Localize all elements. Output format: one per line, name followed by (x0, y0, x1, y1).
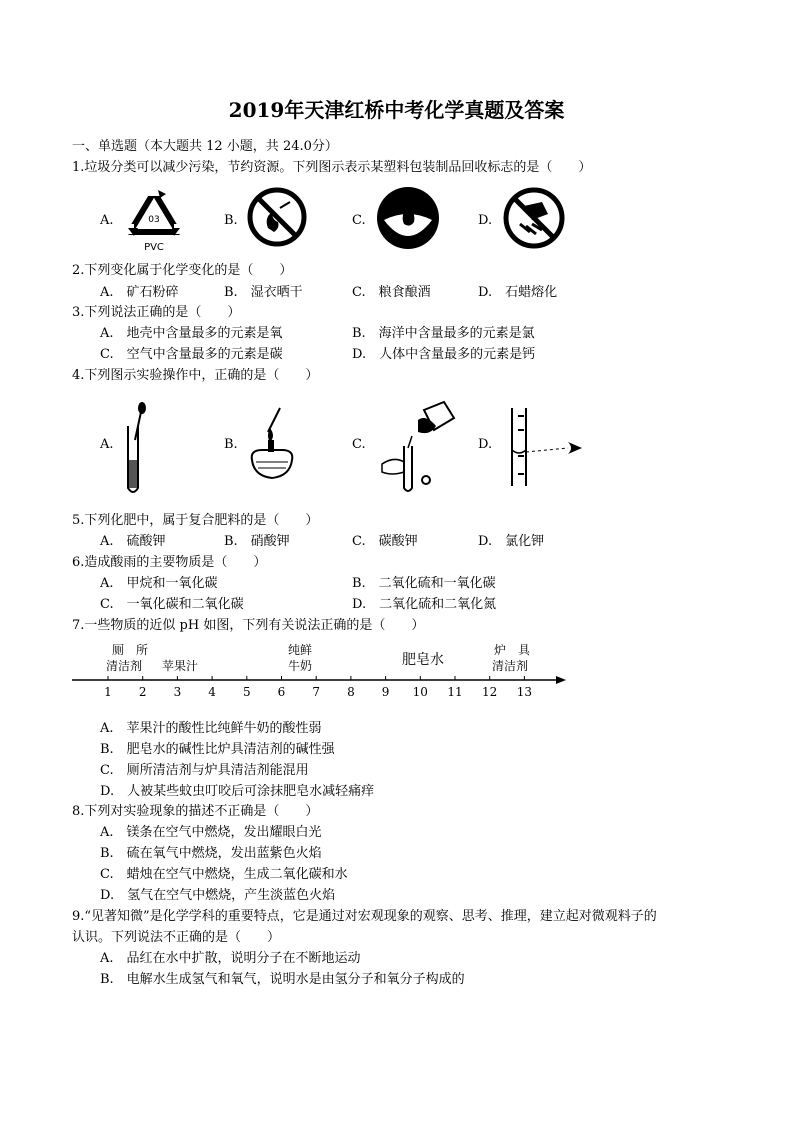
question-5-stem: 5.下列化肥中，属于复合肥料的是（ ） (72, 513, 319, 528)
q9-option-a: A. 品红在水中扩散，说明分子在不断地运动 (100, 951, 361, 966)
q5-option-d: D. 氯化钾 (478, 534, 545, 549)
ph-tick-label: 9 (381, 685, 390, 699)
section-heading: 一、单选题（本大题共 12 小题，共 24.0分） (72, 139, 338, 154)
q8-option-c: C. 蜡烛在空气中燃烧，生成二氧化碳和水 (100, 867, 348, 882)
ph-label-toilet-cleaner-1: 厕 所 (112, 643, 149, 657)
q4-option-b-label: B. (224, 437, 238, 452)
ph-tick-label: 3 (173, 685, 182, 699)
ph-label-milk-1: 纯鲜 (288, 643, 313, 657)
q1-option-b-label: B. (224, 213, 238, 228)
recycle-pvc-icon (118, 184, 190, 254)
q2-option-b: B. 湿衣晒干 (224, 285, 303, 300)
ph-label-stove-cleaner-1: 炉 具 (494, 643, 531, 657)
question-4-stem: 4.下列图示实验操作中，正确的是（ ） (72, 368, 319, 383)
ph-tick-label: 1 (104, 685, 112, 699)
question-9-stem-line1: 9.“见著知微”是化学学科的重要特点，它是通过对宏观现象的观察、思考、推理，建立起对微观料子的 (72, 909, 657, 924)
question-8-stem: 8.下列对实验现象的描述不正确是（ ） (72, 804, 319, 819)
question-9-stem-line2: 认识。下列说法不正确的是（ ） (72, 930, 281, 945)
ph-tick-label: 5 (242, 685, 251, 699)
ph-tick-label: 8 (347, 685, 355, 699)
question-2-stem: 2.下列变化属于化学变化的是（ ） (72, 263, 293, 278)
recycle-number: 03 (148, 215, 160, 225)
no-dumping-icon (502, 186, 566, 250)
q6-option-d: D. 二氧化硫和二氧化氮 (352, 597, 497, 612)
q1-option-d-label: D. (478, 213, 493, 228)
q3-option-a: A. 地壳中含量最多的元素是氧 (100, 326, 283, 341)
ph-label-milk-2: 牛奶 (288, 659, 313, 673)
q4-option-a-label: A. (100, 437, 114, 452)
ph-tick-label: 13 (516, 685, 533, 699)
question-1-stem: 1.垃圾分类可以减少污染，节约资源。下列图示表示某塑料包装制品回收标志的是（ ） (72, 160, 592, 175)
pouring-liquid-icon (374, 396, 464, 496)
question-3-stem: 3.下列说法正确的是（ ） (72, 305, 241, 320)
water-saving-icon (376, 186, 440, 250)
ph-label-soapy-water: 肥皂水 (402, 652, 444, 668)
q1-option-c-label: C. (352, 213, 366, 228)
q6-option-c: C. 一氧化碳和二氧化碳 (100, 597, 244, 612)
question-6-stem: 6.造成酸雨的主要物质是（ ） (72, 555, 267, 570)
q8-option-a: A. 镁条在空气中燃烧，发出耀眼白光 (100, 825, 322, 840)
question-7-stem: 7.一些物质的近似 pH 如图，下列有关说法正确的是（ ） (72, 618, 425, 633)
q3-option-c: C. 空气中含量最多的元素是碳 (100, 347, 283, 362)
ph-axis (72, 676, 566, 708)
no-fire-icon (246, 186, 308, 248)
alcohol-lamp-icon (240, 402, 304, 488)
graduated-cylinder-reading-icon (498, 404, 588, 488)
q4-option-d-label: D. (478, 437, 493, 452)
q9-option-b: B. 电解水生成氢气和氧气，说明水是由氢分子和氧分子构成的 (100, 972, 465, 987)
ph-tick-label: 7 (312, 685, 321, 699)
test-tube-dropper-icon (118, 400, 158, 500)
q2-option-a: A. 矿石粉碎 (100, 285, 179, 300)
q8-option-b: B. 硫在氧气中燃烧，发出蓝紫色火焰 (100, 846, 322, 861)
ph-tick-label: 11 (447, 685, 463, 699)
recycle-text: PVC (144, 242, 164, 253)
q3-option-d: D. 人体中含量最多的元素是钙 (352, 347, 536, 362)
q3-option-b: B. 海洋中含量最多的元素是氯 (352, 326, 535, 341)
q5-option-a: A. 硫酸钾 (100, 534, 166, 549)
ph-tick-label: 12 (482, 685, 498, 699)
q7-option-a: A. 苹果汁的酸性比纯鲜牛奶的酸性弱 (100, 721, 322, 736)
q7-option-b: B. 肥皂水的碱性比炉具清洁剂的碱性强 (100, 742, 335, 757)
q7-option-c: C. 厕所清洁剂与炉具清洁剂能混用 (100, 763, 309, 778)
q8-option-d: D. 氢气在空气中燃烧，产生淡蓝色火焰 (100, 888, 336, 903)
ph-tick-label: 4 (208, 685, 216, 699)
ph-tick-label: 10 (412, 685, 428, 699)
ph-label-apple-juice: 苹果汁 (162, 659, 199, 673)
q6-option-b: B. 二氧化硫和一氧化碳 (352, 576, 496, 591)
q4-option-c-label: C. (352, 437, 366, 452)
ph-label-stove-cleaner-2: 清洁剂 (492, 659, 529, 673)
page-title: 2019年天津红桥中考化学真题及答案 (228, 98, 565, 122)
q5-option-c: C. 碳酸钾 (352, 534, 418, 549)
q2-option-c: C. 粮食酿酒 (352, 285, 431, 300)
ph-label-toilet-cleaner-2: 清洁剂 (106, 659, 143, 673)
ph-tick-label: 2 (138, 685, 147, 699)
q2-option-d: D. 石蜡熔化 (478, 285, 558, 300)
q7-option-d: D. 人被某些蚊虫叮咬后可涂抹肥皂水减轻痛痒 (100, 784, 375, 799)
q5-option-b: B. 硝酸钾 (224, 534, 290, 549)
q1-option-a-label: A. (100, 213, 114, 228)
ph-tick-label: 6 (277, 685, 286, 699)
q6-option-a: A. 甲烷和一氧化碳 (100, 576, 218, 591)
ph-scale-figure (72, 640, 566, 708)
